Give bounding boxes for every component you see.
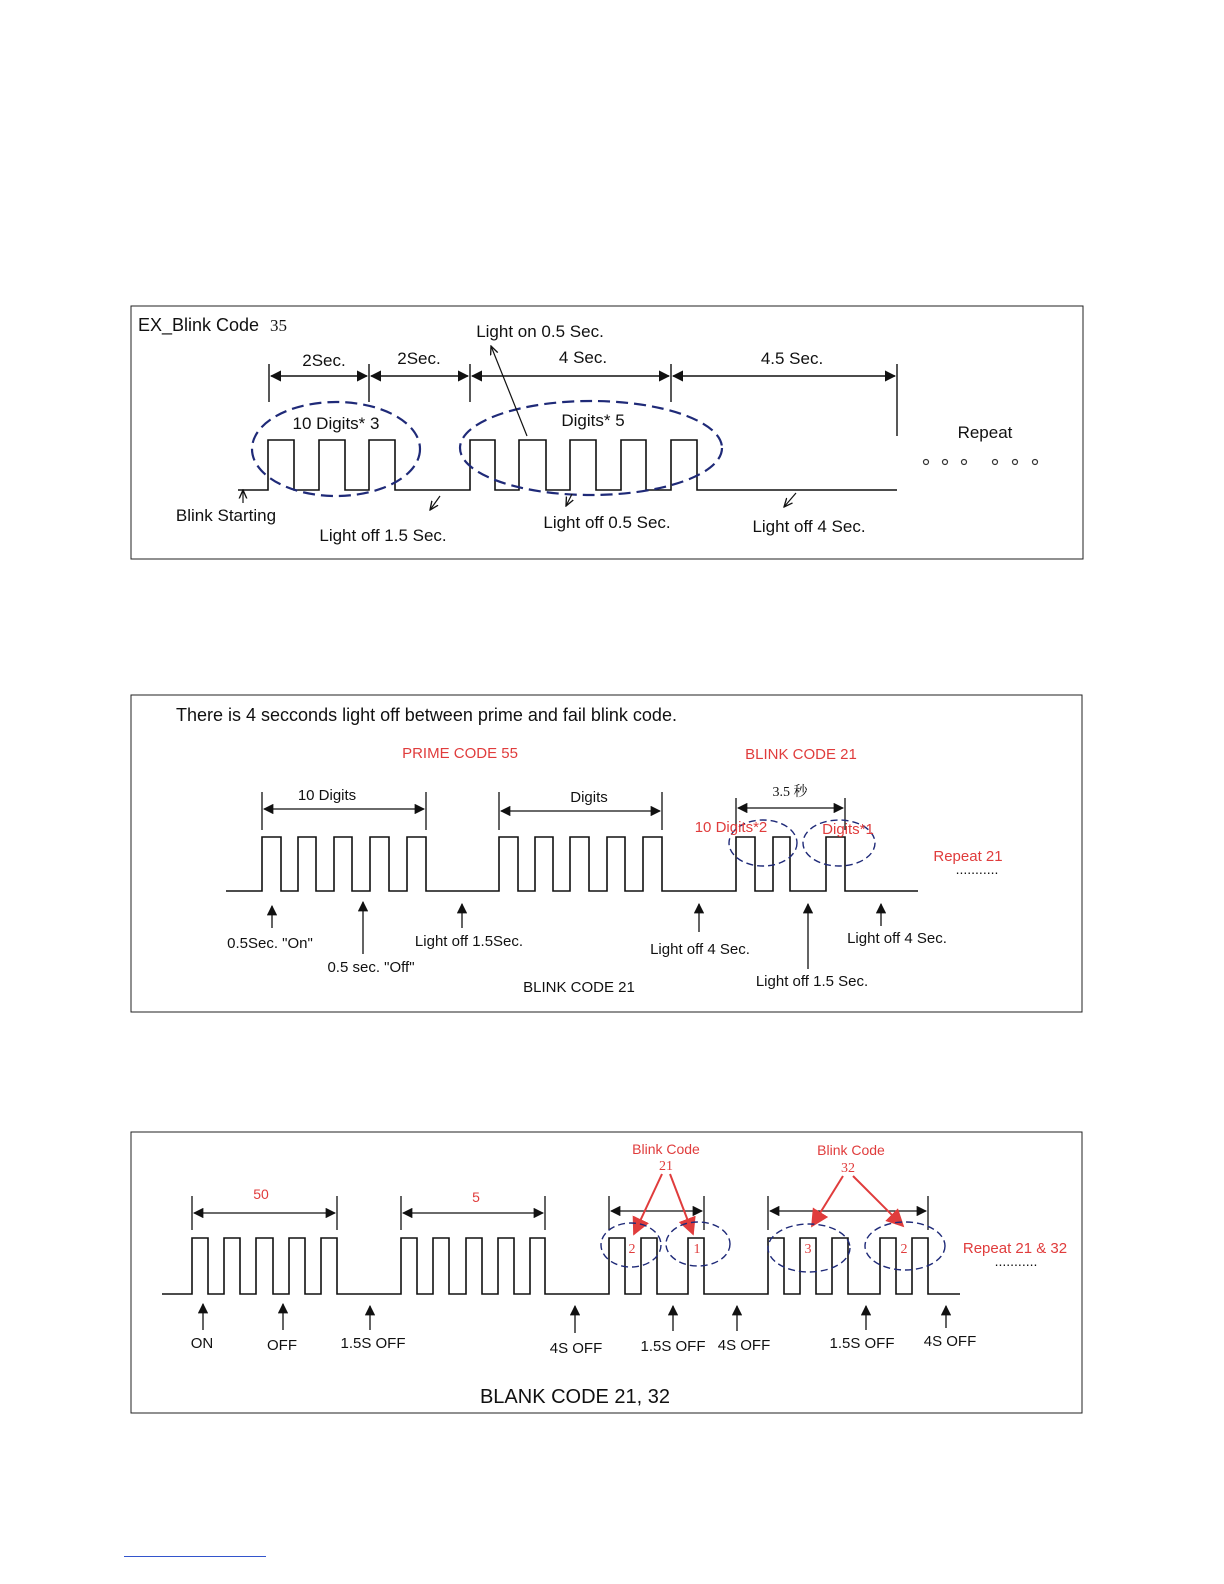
repeat-dots [924, 460, 1038, 465]
dim-label-4: 4.5 Sec. [760, 349, 824, 368]
annotation-on: ON [190, 1335, 214, 1352]
blink-code-32-number: 32 [841, 1161, 855, 1176]
light-off-4-arrow [784, 493, 796, 507]
annotation-off-1-5-b: Light off 1.5 Sec. [755, 973, 869, 990]
prime-code-label: PRIME CODE 55 [402, 745, 518, 762]
dim-label-50: 50 [253, 1186, 269, 1202]
light-off-0-5-label: Light off 0.5 Sec. [543, 513, 671, 532]
annotation-on: 0.5Sec. "On" [227, 935, 313, 952]
group-label-2: Digits* 5 [561, 411, 625, 430]
annotation-off-4-b: Light off 4 Sec. [847, 930, 947, 947]
figure-1-example-blink-code-35 [131, 306, 1083, 559]
figure-title: EX_Blink Code [138, 315, 260, 335]
blink-starting-label: Blink Starting [175, 506, 277, 525]
figure-3-blank-code-21-32 [131, 1132, 1082, 1413]
dim-label-digits: Digits [570, 789, 608, 806]
annotation-1-5s-off-a: 1.5S OFF [340, 1335, 406, 1352]
digit-label-2b: 2 [900, 1242, 908, 1257]
dim-label-3: 4 Sec. [558, 348, 608, 367]
footnote-separator [124, 1556, 266, 1557]
blink-code-21-label: Blink Code [632, 1141, 700, 1157]
light-off-4-label: Light off 4 Sec. [752, 517, 866, 536]
light-off-1-5-label: Light off 1.5 Sec. [319, 526, 447, 545]
annotation-4s-off-a: 4S OFF [549, 1340, 603, 1357]
repeat-dots: ........... [955, 861, 999, 877]
light-on-label: Light on 0.5 Sec. [476, 322, 604, 341]
annotation-1-5s-off-c: 1.5S OFF [829, 1335, 895, 1352]
blink-code-label: BLINK CODE 21 [745, 746, 857, 763]
repeat-label: Repeat [957, 423, 1013, 442]
repeat-label: Repeat 21 & 32 [962, 1240, 1068, 1257]
annotation-off: 0.5 sec. "Off" [327, 959, 415, 976]
signal-waveform [162, 1238, 960, 1294]
figure-2-prime-and-fail-code [131, 695, 1082, 1012]
annotation-4s-off-b: 4S OFF [717, 1337, 771, 1354]
digit-label-1: 1 [693, 1242, 701, 1257]
dimension-arrows [194, 1211, 926, 1213]
digit-label-3: 3 [804, 1242, 812, 1257]
light-off-0-5-arrow [566, 494, 572, 506]
blink-code-21-number: 21 [659, 1159, 673, 1174]
dim-label-10-digits: 10 Digits [297, 787, 357, 804]
repeat-dots: ........... [994, 1253, 1038, 1269]
group-label-ones: Digits*1 [822, 821, 874, 838]
dim-label-3-5: 3.5 秒 [772, 785, 808, 800]
dim-label-2: 2Sec. [397, 349, 441, 368]
annotation-off: OFF [267, 1337, 297, 1354]
light-off-1-5-arrow [430, 496, 440, 510]
figure-heading: There is 4 secconds light off between prime and fail blink code. [176, 705, 677, 725]
annotation-arrows [203, 1304, 946, 1333]
light-on-arrow [491, 346, 527, 436]
group-label-1: 10 Digits* 3 [292, 414, 380, 433]
dimension-arrows [264, 808, 843, 811]
annotation-off-4-a: Light off 4 Sec. [650, 941, 750, 958]
annotation-4s-off-c: 4S OFF [923, 1333, 977, 1350]
figure-title-number: 35 [270, 316, 287, 335]
repeat-label: Repeat 21 [933, 848, 1003, 865]
digit-label-2: 2 [628, 1242, 636, 1257]
signal-waveform [226, 837, 918, 891]
figure-caption: BLINK CODE 21 [523, 979, 635, 996]
dim-label-1: 2Sec. [302, 351, 346, 370]
annotation-off-1-5: Light off 1.5Sec. [414, 933, 524, 950]
figure-caption: BLANK CODE 21, 32 [479, 1386, 671, 1408]
group-label-tens: 10 Digits*2 [694, 819, 768, 836]
dim-label-5: 5 [472, 1189, 480, 1205]
signal-waveform [238, 440, 897, 490]
blink-code-32-label: Blink Code [817, 1142, 885, 1158]
annotation-1-5s-off-b: 1.5S OFF [640, 1338, 706, 1355]
